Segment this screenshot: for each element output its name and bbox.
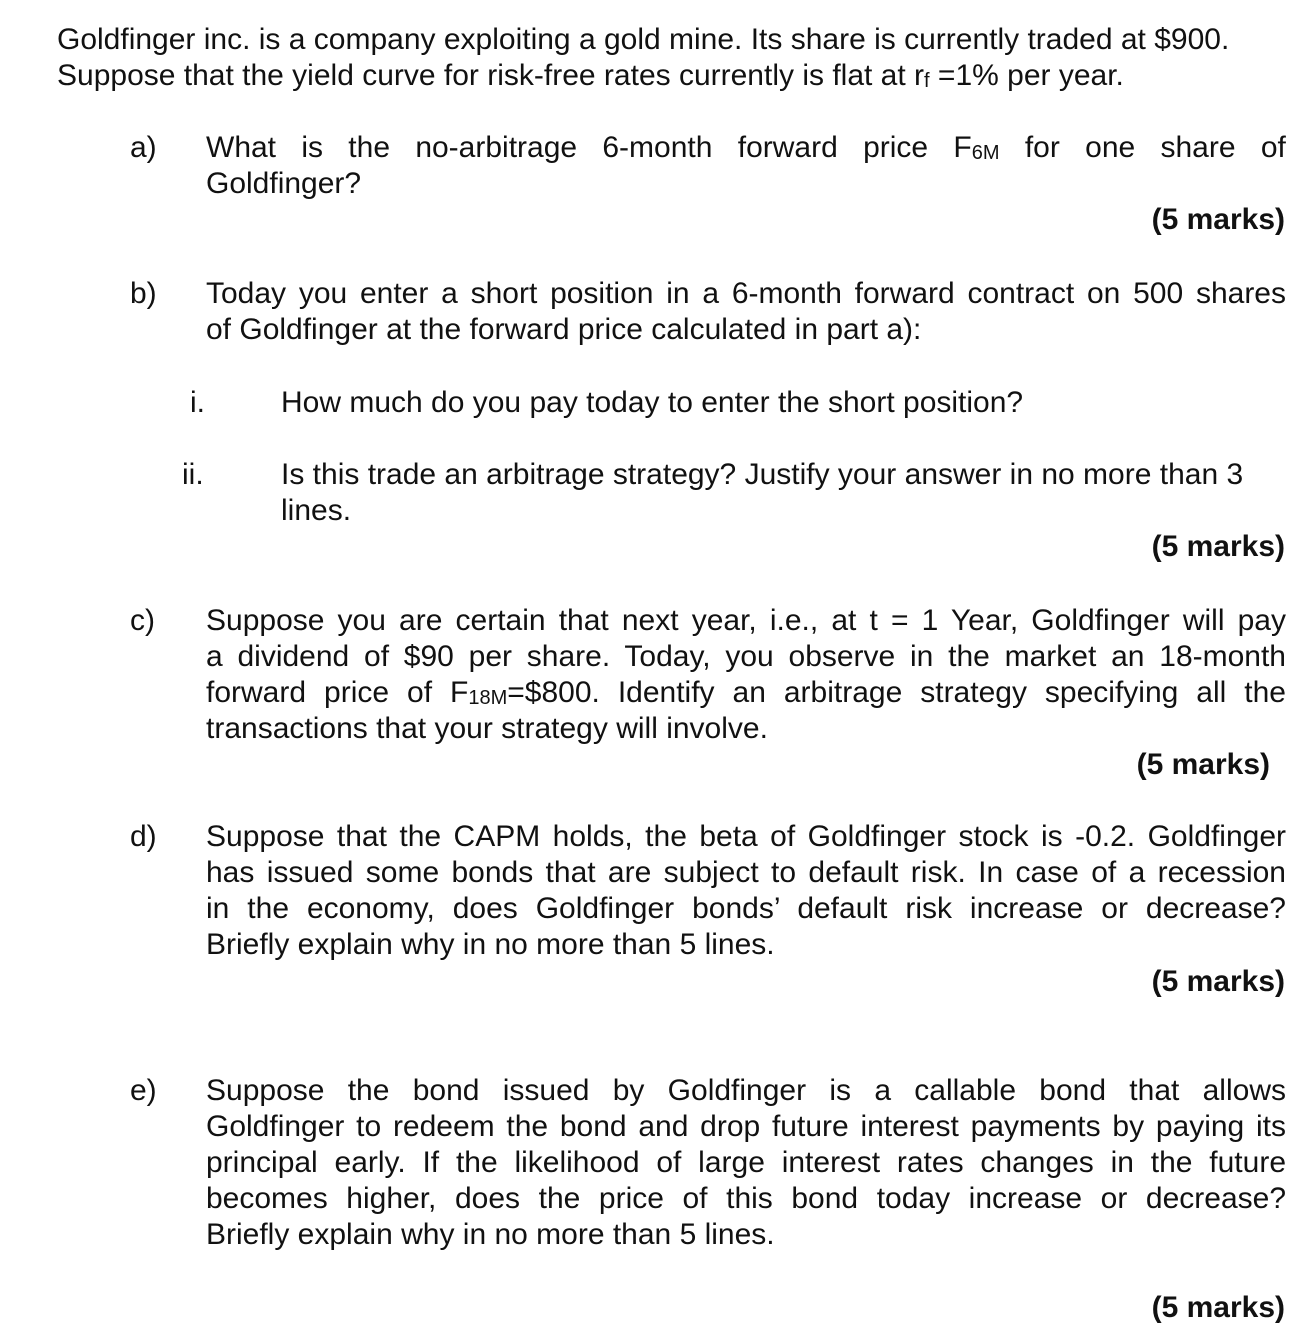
question-b-line-1: Today you enter a short position in a 6-month forward contract on 500 shares [206,277,1286,310]
question-a-text [206,130,1286,202]
question-a-label: a) [130,131,157,164]
question-b-ii-label: ii. [182,458,204,491]
question-c-marks: (5 marks) [1136,748,1270,781]
question-b-label: b) [130,277,157,310]
question-e-line-1: Suppose the bond issued by Goldfinger is a callable bond that allows [206,1074,1286,1107]
question-b-i-text: How much do you pay today to enter the short position? [281,386,1024,419]
question-b-ii-line-2: lines. [281,494,352,527]
question-d-label: d) [130,820,157,853]
question-d-line-3: in the economy, does Goldfinger bonds’ default risk increase or decrease? [206,892,1286,925]
question-b-text [206,276,1286,348]
intro-line-2: Suppose that the yield curve for risk-free rates currently is flat at $r_f =1\%$ per year. [57,59,1124,92]
question-c-label: c) [130,604,155,637]
question-d-marks: (5 marks) [1151,965,1285,998]
intro-paragraph [57,22,1297,94]
question-b-line-2: of Goldfinger at the forward price calculated in part a): [206,313,922,346]
question-e-line-3: principal early. If the likelihood of large interest rates changes in the future [206,1146,1286,1179]
question-a-marks: (5 marks) [1151,203,1285,236]
question-d-text [206,819,1286,963]
question-b-marks: (5 marks) [1151,530,1285,563]
question-e-line-2: Goldfinger to redeem the bond and drop future interest payments by paying its [206,1110,1286,1143]
rf-subscript: f [924,70,930,92]
question-b-ii-line-1: Is this trade an arbitrage strategy? Justify your answer in no more than 3 [281,458,1244,491]
question-c-line-3: forward price of $F_{18M}=\$800$. Identify an arbitrage strategy specifying all the [206,676,1286,709]
question-b-ii-text [281,457,1286,529]
question-d-line-1: Suppose that the CAPM holds, the beta of Goldfinger stock is -0.2. Goldfinger [206,820,1286,853]
question-d-line-4: Briefly explain why in no more than 5 lines. [206,928,775,961]
question-e-label: e) [130,1074,157,1107]
question-c-line-4: transactions that your strategy will involve. [206,712,768,745]
question-a-line-1: What is the no-arbitrage 6-month forward price $F_{6M}$ for one share of [206,131,1286,164]
question-e-line-4: becomes higher, does the price of this bond today increase or decrease? [206,1182,1286,1215]
f18m-subscript: 18M [468,687,508,709]
question-b-i-label: i. [190,386,205,419]
question-e-marks: (5 marks) [1151,1291,1285,1324]
question-c-line-1: Suppose you are certain that next year, i.e., at t = 1 Year, Goldfinger will pay [206,604,1286,637]
question-a-line-2: Goldfinger? [206,167,362,200]
question-e-line-5: Briefly explain why in no more than 5 lines. [206,1218,775,1251]
question-e-text [206,1073,1286,1253]
question-c-text [206,603,1286,747]
intro-line-1: Goldfinger inc. is a company exploiting a gold mine. Its share is currently traded at $900. [57,23,1230,56]
question-d-line-2: has issued some bonds that are subject to default risk. In case of a recession [206,856,1286,889]
f6m-subscript: 6M [971,142,1000,164]
question-c-line-2: a dividend of $90 per share. Today, you observe in the market an 18-month [206,640,1286,673]
